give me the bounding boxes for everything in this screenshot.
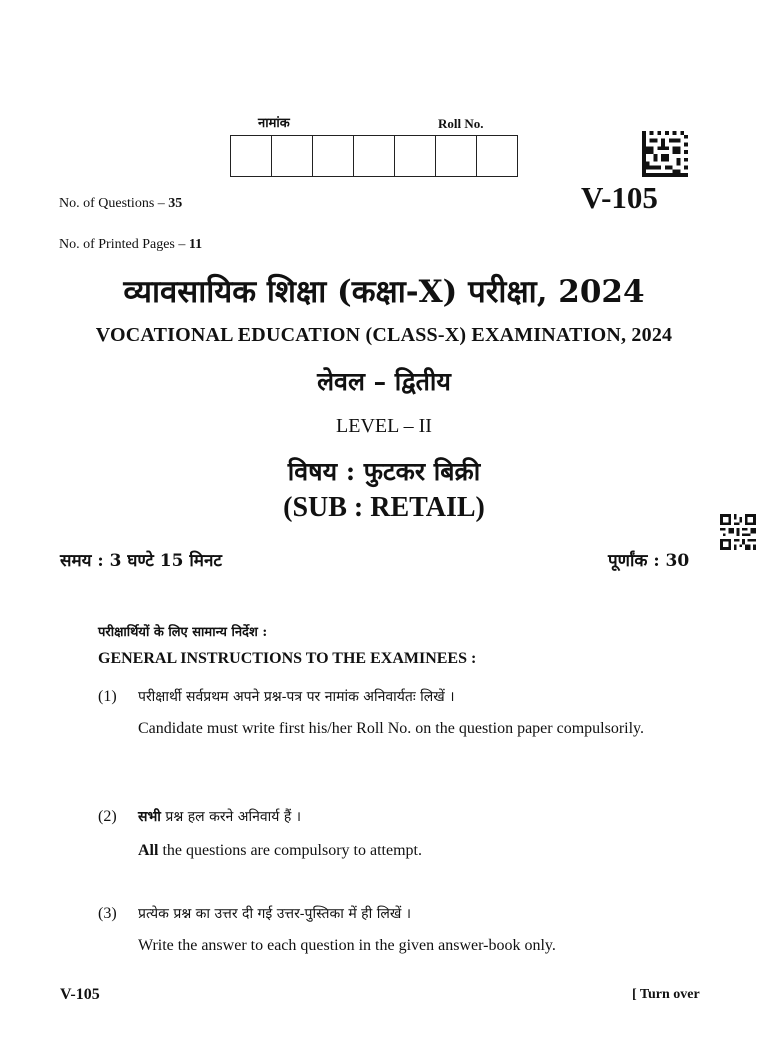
paper-code: V-105 [581,180,658,215]
emphasis-all-hindi: सभी [138,809,161,825]
subject-hindi: विषय : फुटकर बिक्री [287,457,481,486]
level-hindi: लेवल – द्वितीय [317,367,451,396]
qr-code-icon [720,514,756,550]
exam-title-hindi: व्यावसायिक शिक्षा (कक्षा-X) परीक्षा, 2024 [123,274,645,310]
time-allowed: समय : 3 घण्टे 15 मिनट [60,551,222,571]
roll-cell[interactable] [436,136,477,176]
instructions-heading-english: GENERAL INSTRUCTIONS TO THE EXAMINEES : [98,650,477,667]
instruction-text-english-rest: the questions are compulsory to attempt. [158,842,422,859]
emphasis-all-english: All [138,842,159,859]
maximum-marks: पूर्णांक : 30 [608,551,690,571]
roll-cell[interactable] [231,136,272,176]
questions-count [59,196,182,212]
roll-number-boxes[interactable] [230,135,518,177]
instruction-text-hindi-rest: प्रश्न हल करने अनिवार्य हैं । [160,809,302,825]
instruction-text-hindi: परीक्षार्थी सर्वप्रथम अपने प्रश्न-पत्र पर नामांक अनिवार्यतः लिखें । [138,689,455,705]
instruction-text-english: Write the answer to each question in the given answer-book only. [138,937,556,954]
instruction-number: (1) [98,688,117,705]
printed-pages-count [59,237,202,253]
instruction-text-english: Candidate must write first his/her Roll No. on the question paper compulsorily. [138,720,644,737]
roll-cell[interactable] [395,136,436,176]
data-matrix-code-icon [642,131,688,177]
instruction-text-english [138,838,422,863]
level-english: LEVEL – II [336,415,432,437]
exam-title-english: VOCATIONAL EDUCATION (CLASS-X) EXAMINATION, 2024 [95,324,673,346]
instruction-number: (3) [98,905,117,922]
roll-cell[interactable] [272,136,313,176]
subject-english: (SUB : RETAIL) [283,492,485,523]
instructions-heading-hindi: परीक्षार्थियों के लिए सामान्य निर्देश : [98,625,268,640]
questions-label: No. of Questions – [59,196,165,211]
instruction-text-hindi [138,807,301,826]
roll-cell[interactable] [477,136,517,176]
instruction-number: (2) [98,808,117,825]
footer-paper-code: V-105 [60,986,100,1003]
roll-label-hindi: नामांक [258,116,290,131]
roll-label-english: Roll No. [438,116,484,131]
roll-cell[interactable] [354,136,395,176]
instruction-text-hindi: प्रत्येक प्रश्न का उत्तर दी गई उत्तर-पुस्तिका में ही लिखें । [138,906,412,922]
pages-value: 11 [188,237,203,252]
pages-label: No. of Printed Pages – [59,237,186,252]
turn-over-note: [ Turn over [632,987,700,1002]
roll-cell[interactable] [313,136,354,176]
questions-value: 35 [168,196,183,211]
